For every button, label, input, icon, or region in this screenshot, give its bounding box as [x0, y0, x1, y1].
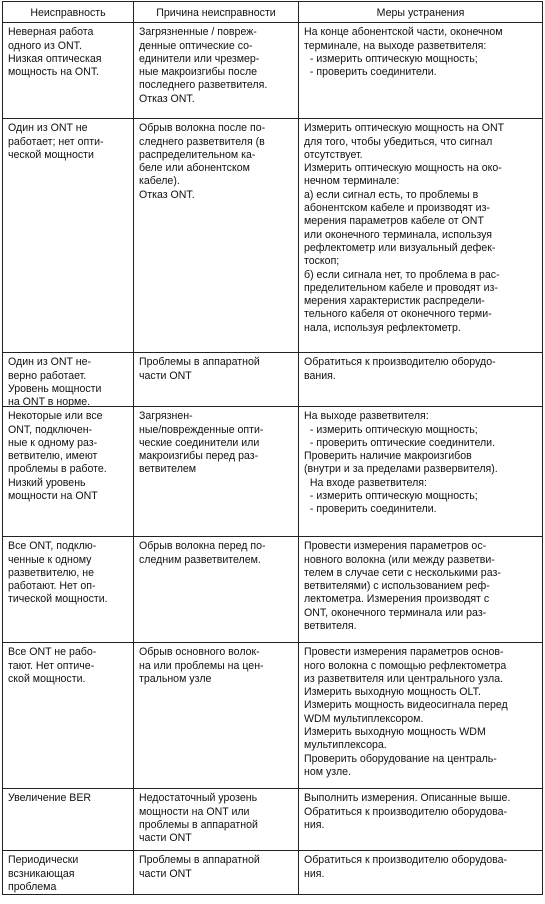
- cause-cell: [134, 537, 299, 643]
- cell-line: Отказ ONT.: [139, 92, 195, 105]
- cell-line: проблемы в аппаратной: [139, 818, 258, 831]
- cell-line: ческой мощности: [8, 148, 94, 161]
- cell-line: на ONT в норме.: [8, 396, 91, 408]
- header-cause: Причина неисправности: [134, 2, 299, 23]
- cell-line: Провести измерения параметров основ-: [304, 646, 504, 659]
- cell-line: Один из ONT не: [8, 122, 88, 135]
- header-fix: Меры устранения: [299, 2, 543, 23]
- cell-line: для того, чтобы убедиться, что сигнал: [304, 135, 493, 148]
- cell-line: ченные к одному: [8, 553, 92, 566]
- cell-line: тоскоп;: [304, 255, 340, 268]
- fix-cell: [299, 119, 543, 353]
- cell-line: тральном узле: [139, 672, 212, 685]
- table-row: [2, 537, 543, 643]
- cell-line: ветвителем: [139, 463, 197, 476]
- fix-cell: [299, 789, 543, 851]
- cell-line: ные к одному раз-: [8, 436, 98, 449]
- cause-cell: [134, 119, 299, 353]
- cell-line: Выполнить измерения. Описанные выше.: [304, 792, 511, 805]
- cell-line: На входе разветвителя:: [304, 476, 427, 489]
- cell-line: следнего разветвителя (в: [139, 135, 265, 148]
- cell-line: беле или абонентском: [139, 162, 250, 175]
- fault-cell: [2, 119, 134, 353]
- cell-line: из разветвителя или центрального узла.: [304, 672, 504, 685]
- cell-line: ния.: [304, 818, 325, 831]
- cell-line: Некоторые или все: [8, 410, 103, 423]
- cell-line: Измерить оптическую мощность на ONT: [304, 122, 505, 135]
- fix-cell: [299, 407, 543, 537]
- cell-line: Обрыв волокна перед по-: [139, 540, 266, 553]
- cell-line: новного волокна (или между разветви-: [304, 553, 495, 566]
- cell-line: мощность на ONT.: [8, 66, 100, 79]
- fault-cell: [2, 407, 134, 537]
- cell-line: Проверить оборудование на централь-: [304, 752, 497, 765]
- fix-cell: [299, 851, 543, 895]
- cell-line: проблема: [8, 880, 57, 893]
- fault-cell: [2, 851, 134, 895]
- cell-line: ные/поврежденные опти-: [139, 423, 264, 436]
- cell-line: Провести измерения параметров ос-: [304, 540, 487, 553]
- cell-line: - проверить оптические соединители.: [304, 436, 496, 449]
- cell-line: мультиплексора.: [304, 739, 387, 752]
- cell-line: Измерить выходную мощность WDM: [304, 726, 486, 739]
- cell-line: Все ONT не рабо-: [8, 646, 97, 659]
- cell-line: Периодически: [8, 854, 79, 867]
- cell-line: следним разветвителем.: [139, 553, 261, 566]
- table-row: [2, 643, 543, 789]
- cell-line: Измерить мощность видеосигнала перед: [304, 699, 508, 712]
- cell-line: ные макроизгибы после: [139, 66, 258, 79]
- cell-line: Загрязненные / повреж-: [139, 26, 257, 39]
- cell-line: Низкий уровень: [8, 476, 86, 489]
- cell-line: (внутри и за пределами развервителя).: [304, 463, 498, 476]
- cell-line: ном узле.: [304, 765, 352, 778]
- cell-line: б) если сигнала нет, то проблема в рас-: [304, 268, 500, 281]
- cell-line: - измерить оптическую мощность;: [304, 423, 478, 436]
- cell-line: WDM мультиплексором.: [304, 712, 424, 725]
- cell-line: макроизгибы перед раз-: [139, 450, 259, 463]
- fault-cell: [2, 643, 134, 789]
- cause-cell: [134, 789, 299, 851]
- table-row: [2, 789, 543, 851]
- cell-line: ческие соединители или: [139, 436, 260, 449]
- cell-line: мерения характеристик распредели-: [304, 295, 485, 308]
- fault-cell: [2, 353, 134, 407]
- cell-line: мощности на ONT: [8, 490, 98, 503]
- cell-line: отсутствует.: [304, 148, 363, 161]
- cell-line: тельного кабеля от оконечного терми-: [304, 308, 492, 321]
- cell-line: ного волокна с помощью рефлектометра: [304, 659, 507, 672]
- cause-cell: [134, 353, 299, 407]
- cell-line: работает; нет опти-: [8, 135, 104, 148]
- cell-line: лектометра. Измерения производят с: [304, 593, 490, 606]
- cell-line: мощности на ONT или: [139, 805, 250, 818]
- cell-line: Обрыв основного волок-: [139, 646, 260, 659]
- cell-line: работают. Нет оп-: [8, 580, 96, 593]
- table-row: [2, 119, 543, 353]
- cell-line: Один из ONT не-: [8, 356, 92, 369]
- table-header: [2, 1, 543, 23]
- cell-line: тают. Нет оптиче-: [8, 659, 95, 672]
- fix-cell: [299, 353, 543, 407]
- cell-line: Обратиться к производителю оборудова-: [304, 854, 508, 867]
- cell-line: - измерить оптическую мощность;: [304, 52, 478, 65]
- table-body: [2, 23, 543, 895]
- cell-line: терминале, на выходе разветвителя:: [304, 39, 487, 52]
- cell-line: Измерить оптическую мощность на око-: [304, 162, 502, 175]
- cell-line: ской мощности.: [8, 672, 86, 685]
- cell-line: - измерить оптическую мощность;: [304, 490, 478, 503]
- cell-line: Уровень мощности: [8, 382, 102, 395]
- cell-line: пределительном кабеле и проводят из-: [304, 281, 498, 294]
- cell-line: последнего разветвителя.: [139, 79, 268, 92]
- cell-line: ветвителю, имеют: [8, 450, 98, 463]
- cell-line: рефлектометр или визуальный дефек-: [304, 241, 496, 254]
- cell-line: или оконечного терминала, используя: [304, 228, 492, 241]
- cell-line: мерения параметров кабеле от ONT: [304, 215, 484, 228]
- fault-cell: [2, 537, 134, 643]
- fix-cell: [299, 537, 543, 643]
- fault-cell: [2, 23, 134, 119]
- cell-line: Отказ ONT.: [139, 188, 195, 201]
- table-row: [2, 23, 543, 119]
- cell-line: Низкая оптическая: [8, 52, 102, 65]
- cell-line: ONT, подключен-: [8, 423, 93, 436]
- cell-line: - проверить соединители.: [304, 503, 437, 516]
- cell-line: Все ONT, подклю-: [8, 540, 97, 553]
- cell-line: тической мощности.: [8, 593, 108, 606]
- cell-line: Увеличение BER: [8, 792, 92, 805]
- table-row: [2, 353, 543, 407]
- cell-line: проблемы в работе.: [8, 463, 107, 476]
- cell-line: части ONT: [139, 867, 192, 880]
- cell-line: Проверить наличие макроизгибов: [304, 450, 472, 463]
- cell-line: ветвителями) с использованием реф-: [304, 580, 490, 593]
- cell-line: На выходе разветвителя:: [304, 410, 429, 423]
- cell-line: части ONT: [139, 369, 192, 382]
- cell-line: Обратиться к производителю оборудова-: [304, 805, 508, 818]
- cell-line: абонентском кабеле и производят из-: [304, 202, 490, 215]
- cell-line: Проблемы в аппаратной: [139, 356, 260, 369]
- cell-line: ONT, оконечного терминала или раз-: [304, 606, 487, 619]
- troubleshooting-table: [2, 1, 543, 895]
- cell-line: На конце абонентской части, оконечном: [304, 26, 503, 39]
- cell-line: нечном терминале:: [304, 175, 400, 188]
- cell-line: телем в случае сети с несколькими раз-: [304, 566, 501, 579]
- cell-line: ветвителя.: [304, 620, 357, 633]
- cell-line: всзникающая: [8, 867, 75, 880]
- cause-cell: [134, 851, 299, 895]
- cell-line: Измерить выходную мощность OLT.: [304, 686, 481, 699]
- cell-line: вания.: [304, 369, 336, 382]
- cell-line: части ONT: [139, 832, 192, 845]
- cell-line: нала, используя рефлектометр.: [304, 321, 461, 334]
- cell-line: одного из ONT.: [8, 39, 82, 52]
- table-row: [2, 407, 543, 537]
- cause-cell: [134, 23, 299, 119]
- header-fault: Неисправность: [2, 2, 134, 23]
- cell-line: ния.: [304, 867, 325, 880]
- fix-cell: [299, 23, 543, 119]
- cell-line: Обрыв волокна после по-: [139, 122, 266, 135]
- cell-line: единители или чрезмер-: [139, 52, 260, 65]
- fault-cell: [2, 789, 134, 851]
- cell-line: Обратиться к производителю оборудо-: [304, 356, 496, 369]
- cause-cell: [134, 407, 299, 537]
- cause-cell: [134, 643, 299, 789]
- cell-line: Загрязнен-: [139, 410, 193, 423]
- cell-line: Неверная работа: [8, 26, 94, 39]
- cell-line: Проблемы в аппаратной: [139, 854, 260, 867]
- cell-line: денные оптические со-: [139, 39, 253, 52]
- cell-line: - проверить соединители.: [304, 66, 437, 79]
- table-row: [2, 851, 543, 895]
- cell-line: кабеле).: [139, 175, 180, 188]
- cell-line: верно работает.: [8, 369, 87, 382]
- cell-line: распределительном ка-: [139, 148, 256, 161]
- cell-line: Недостаточный урозень: [139, 792, 258, 805]
- cell-line: а) если сигнал есть, то проблемы в: [304, 188, 479, 201]
- cell-line: на или проблемы на цен-: [139, 659, 264, 672]
- fix-cell: [299, 643, 543, 789]
- cell-line: разветвителю, не: [8, 566, 94, 579]
